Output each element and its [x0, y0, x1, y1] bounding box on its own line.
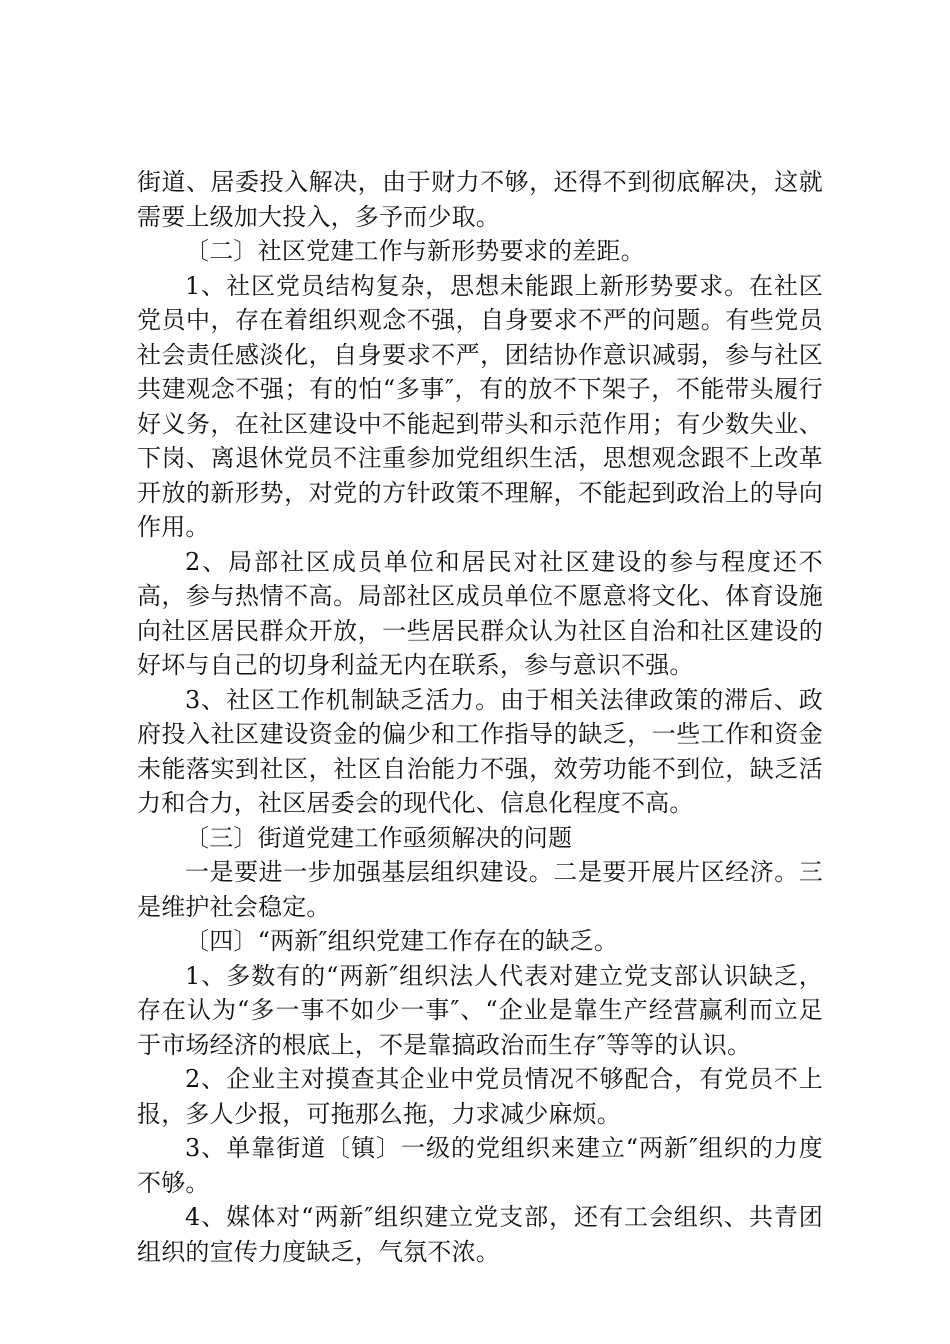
- section-heading-3: 〔三〕街道党建工作亟须解决的问题: [185, 823, 573, 852]
- paragraph-2-3: 3、社区工作机制缺乏活力。由于相关法律政策的滞后、政府投入社区建设资金的偏少和工作指导的缺乏，一些工作和资金未能落实到社区，社区自治能力不强，效劳功能不到位，缺乏活力和合力，社区居委会的现代化、信息化程度不高。: [137, 685, 823, 817]
- paragraph-4-3: 3、单靠街道〔镇〕一级的党组织来建立“两新″组织的力度不够。: [137, 1134, 823, 1197]
- paragraph-3-1: 一是要进一步加强基层组织建设。二是要开展片区经济。三是维护社会稳定。: [137, 858, 823, 921]
- section-heading-4: 〔四〕“两新″组织党建工作存在的缺乏。: [185, 927, 619, 955]
- section-heading-2: 〔二〕社区党建工作与新形势要求的差距。: [185, 237, 645, 265]
- paragraph-4-4: 4、媒体对“两新″组织建立党支部，还有工会组织、共青团组织的宣传力度缺乏，气氛不浓。: [137, 1203, 823, 1266]
- paragraph-2-1: 1、社区党员结构复杂，思想未能跟上新形势要求。在社区党员中，存在着组织观念不强，自身要求不严的问题。有些党员社会责任感淡化，自身要求不严，团结协作意识减弱，参与社区共建观念不强；有的怕“多事″，有的放不下架子，不能带头履行好义务，在社区建设中不能起到带头和示范作用；有少数失业、下岗、离退休党员不注重参加党组织生活，思想观念跟不上改革开放的新形势，对党的方针政策不理解，不能起到政治上的导向作用。: [137, 271, 823, 541]
- paragraph-2-2: 2、局部社区成员单位和居民对社区建设的参与程度还不高，参与热情不高。局部社区成员单位不愿意将文化、体育设施向社区居民群众开放，一些居民群众认为社区自治和社区建设的好坏与自己的切身利益无内在联系，参与意识不强。: [137, 547, 823, 679]
- paragraph-4-1: 1、多数有的“两新″组织法人代表对建立党支部认识缺乏，存在认为“多一事不如少一事″、“企业是靠生产经营赢利而立足于市场经济的根底上，不是靠搞政治而生存″等等的认识。: [137, 961, 823, 1059]
- paragraph-continuation: 街道、居委投入解决，由于财力不够，还得不到彻底解决，这就需要上级加大投入，多予而少取。: [137, 168, 823, 231]
- document-body: [137, 165, 823, 1269]
- paragraph-4-2: 2、企业主对摸查其企业中党员情况不够配合，有党员不上报，多人少报，可拖那么拖，力求减少麻烦。: [137, 1065, 823, 1128]
